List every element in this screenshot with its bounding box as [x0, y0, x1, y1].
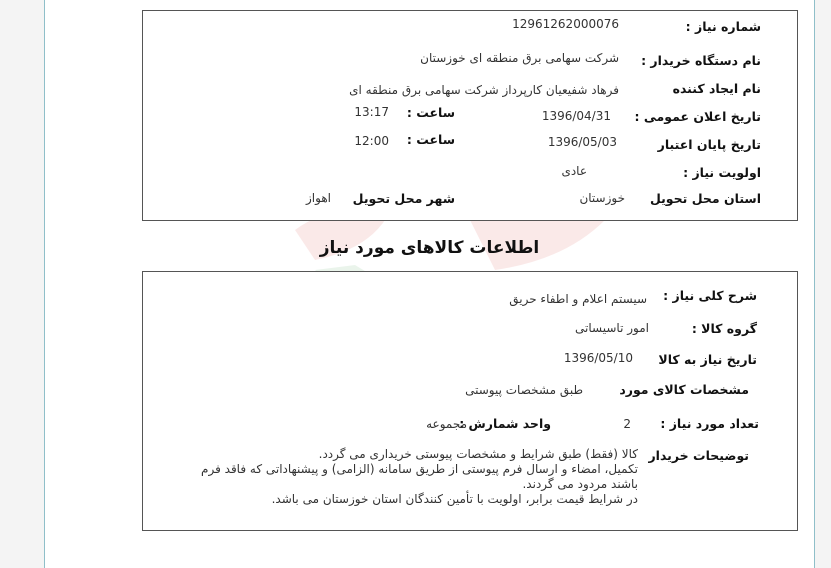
validity-end-date: 1396/05/03 [547, 135, 617, 149]
delivery-province-label: استان محل تحویل [649, 191, 761, 206]
priority-value: عادی [561, 164, 587, 178]
validity-end-label: تاریخ پایان اعتبار [657, 137, 761, 152]
need-date-label: تاریخ نیاز به کالا [658, 352, 757, 367]
buyer-notes-label: توضیحات خریدار [648, 448, 749, 463]
delivery-province-value: خوزستان [579, 191, 625, 205]
delivery-city-label: شهر محل تحویل [352, 191, 455, 206]
specs-value: طبق مشخصات پیوستی [465, 383, 583, 397]
document-page [44, 0, 815, 568]
creator-value: فرهاد شفیعیان کارپرداز شرکت سهامی برق منطقه ای [349, 83, 619, 97]
public-announce-time-label: ساعت : [406, 105, 455, 120]
need-number-value: 12961262000076 [512, 17, 619, 31]
quantity-label: تعداد مورد نیاز : [660, 416, 759, 431]
priority-label: اولویت نیاز : [683, 165, 761, 180]
general-desc-label: شرح کلی نیاز : [663, 288, 757, 303]
buyer-notes-text [178, 447, 638, 507]
public-announce-time: 13:17 [354, 105, 389, 119]
validity-end-time-label: ساعت : [406, 132, 455, 147]
delivery-city-value: اهواز [306, 191, 331, 205]
need-number-label: شماره نیاز : [685, 19, 761, 34]
buyer-org-value: شرکت سهامی برق منطقه ای خوزستان [420, 51, 619, 65]
general-desc-value: سیستم اعلام و اطفاء حریق [509, 292, 647, 306]
validity-end-time: 12:00 [354, 134, 389, 148]
buyer-org-label: نام دستگاه خریدار : [641, 53, 761, 68]
need-date-value: 1396/05/10 [563, 351, 633, 365]
public-announce-label: تاریخ اعلان عمومی : [634, 109, 761, 124]
need-info-box [142, 10, 798, 221]
unit-label: واحد شمارش : [459, 416, 551, 431]
specs-label: مشخصات کالای مورد [619, 382, 749, 397]
creator-label: نام ایجاد کننده [672, 81, 761, 96]
buyer-notes-line: تکمیل، امضاء و ارسال فرم پیوستی از طریق سامانه (الزامی) و پیشنهاداتی که فاقد فرم باشند مردود می گردند. [201, 462, 638, 491]
goods-group-label: گروه کالا : [691, 321, 757, 336]
public-announce-date: 1396/04/31 [541, 109, 611, 123]
buyer-notes-line: در شرایط قیمت برابر، اولویت با تأمین کنندگان استان خوزستان می باشد. [271, 492, 638, 506]
unit-value: مجموعه [426, 417, 467, 431]
goods-group-value: امور تاسیساتی [575, 321, 649, 335]
quantity-value: 2 [623, 417, 631, 431]
buyer-notes-line: کالا (فقط) طبق شرایط و مشخصات پیوستی خریداری می گردد. [318, 447, 638, 461]
goods-section-title: اطلاعات کالاهای مورد نیاز [319, 238, 540, 258]
